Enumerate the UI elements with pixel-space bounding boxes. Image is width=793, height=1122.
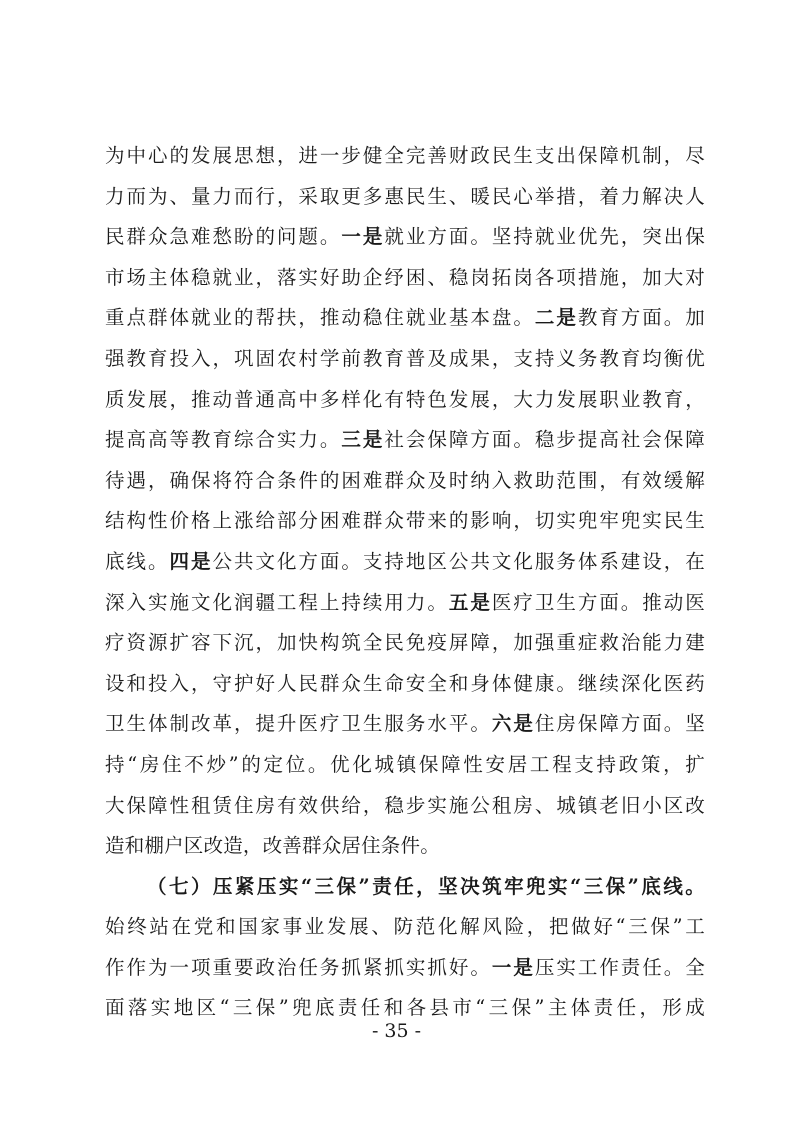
text-run: 强教育投入，巩固农村学前教育普及成果，支持义务教育均衡优 [105,346,705,370]
text-line [105,380,705,421]
text-run: 医疗卫生方面。推动医 [491,590,705,614]
section-heading [105,867,705,908]
text-run: 结构性价格上涨给部分困难群众带来的影响，切实兜牢兜实民生 [105,509,705,533]
text-line [105,664,705,705]
page-number: - 35 - [371,1020,422,1042]
bold-phrase: 一是 [491,955,535,979]
bold-phrase: 五是 [448,590,492,614]
text-run: 疗资源扩容下沉，加快构筑全民免疫屏障，加强重症救治能力建 [105,631,705,655]
text-run: 设和投入，守护好人民群众生命安全和身体健康。继续深化医药 [105,671,705,695]
text-run: 深入实施文化润疆工程上持续用力。 [105,590,449,614]
bold-phrase: （七）压紧压实“三保”责任，坚决筑牢兜实“三保”底线。 [147,874,705,898]
text-run: 力而为、量力而行，采取更多惠民生、暖民心举措，着力解决人 [105,184,705,208]
text-run: 底线。 [105,549,170,573]
text-line [105,745,705,786]
bold-phrase: 一是 [341,225,385,249]
text-line [105,542,705,583]
text-line [105,583,705,624]
text-line [105,501,705,542]
text-line [105,907,705,948]
text-line [105,420,705,461]
text-run: 社会保障方面。稳步提高社会保障 [384,428,705,452]
text-run: 市场主体稳就业，落实好助企纾困、稳岗拓岗各项措施，加大对 [105,265,705,289]
text-run: 提高高等教育综合实力。 [105,428,342,452]
text-run: 始终站在党和国家事业发展、防范化解风险，把做好“三保”工 [105,915,705,939]
text-run: 教育方面。加 [577,306,705,330]
text-run: 公共文化方面。支持地区公共文化服务体系建设，在 [212,549,705,573]
text-run: 造和棚户区改造，改善群众居住条件。 [105,834,440,858]
text-run: 作作为一项重要政治任务抓紧抓实抓好。 [105,955,492,979]
bold-phrase: 六是 [491,712,535,736]
text-line [105,786,705,827]
text-run: 压实工作责任。全 [534,955,705,979]
text-run: 大保障性租赁住房有效供给，稳步实施公租房、城镇老旧小区改 [105,793,705,817]
bold-phrase: 三是 [341,428,385,452]
text-run: 住房保障方面。坚 [534,712,705,736]
bold-phrase: 二是 [534,306,578,330]
text-line [105,217,705,258]
bold-phrase: 四是 [169,549,213,573]
text-run: 为中心的发展思想，进一步健全完善财政民生支出保障机制，尽 [105,144,705,167]
text-line [105,177,705,218]
text-line [105,826,705,867]
text-line [105,258,705,299]
text-line [105,704,705,745]
text-run: 就业方面。坚持就业优先，突出保 [384,225,705,249]
text-line [105,339,705,380]
text-line [105,623,705,664]
text-run: 持“房住不炒”的定位。优化城镇保障性安居工程支持政策，扩 [105,752,705,776]
text-run: 面落实地区“三保”兜底责任和各县市“三保”主体责任，形成 [105,996,705,1020]
text-run: 民群众急难愁盼的问题。 [105,225,342,249]
text-line [105,298,705,339]
text-run: 质发展，推动普通高中多样化有特色发展，大力发展职业教育， [105,387,705,411]
text-line [105,461,705,502]
text-run: 重点群体就业的帮扶，推动稳住就业基本盘。 [105,306,535,330]
text-run: 待遇，确保将符合条件的困难群众及时纳入救助范围，有效缓解 [105,468,705,492]
body-text [105,136,705,1029]
text-line [105,948,705,989]
text-line [105,136,705,177]
text-run: 卫生体制改革，提升医疗卫生服务水平。 [105,712,492,736]
